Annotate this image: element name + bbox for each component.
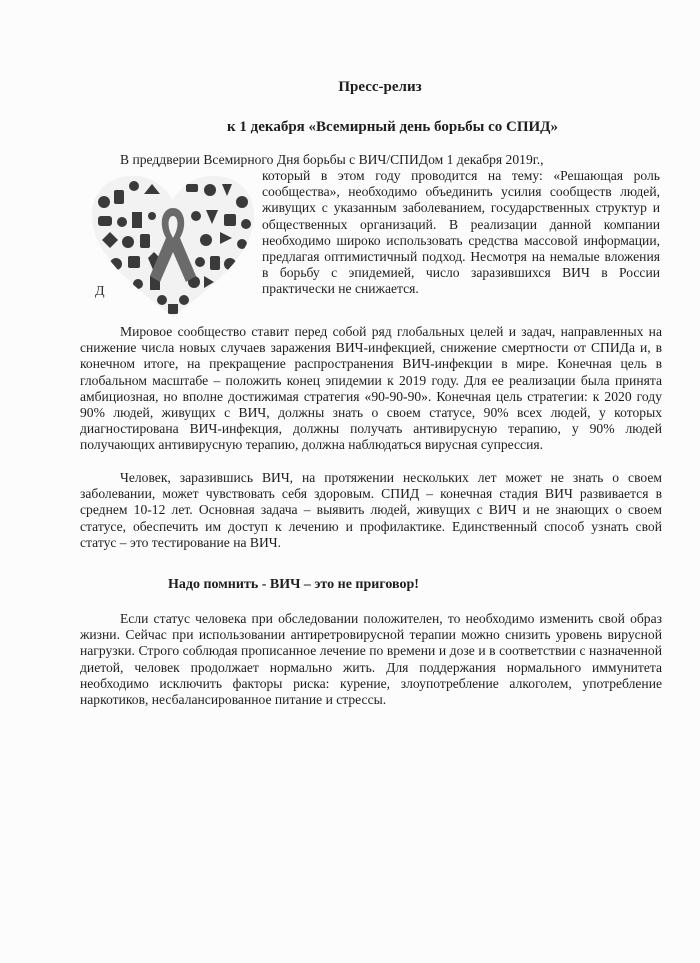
paragraph-lifestyle: Если статус человека при обследовании положителен, то необходимо изменить свой образ жизни. Сейчас при использовании антиретровирусной терапии можно снизить уровень вирусной нагрузки. Строго соблюдая прописанное лечение по времени и дозе и в соответствии с назначенной диетой, человек продолжает нормально жить. Для поддержания нормального иммунитета необходимо исключить факторы риска: курение, злоупотребление алкоголем, употребление наркотиков, несбалансированное питание и стрессы. [80,611,662,708]
heart-of-icons-with-red-ribbon-icon [88,172,258,320]
intro-paragraph: который в этом году проводится на тему: «Решающая роль сообщества», необходимо объединить усилия сообществ людей, живущих с указанным заболеванием, государственных структур и общественных организаций. В реализации данной компании необходимо широко использовать средства массовой информации, предлагая оптимистичный подход. Несмотря на немалые вложения в борьбу с эпидемией, число заразившихся ВИЧ в России практически не снижается. [262,168,660,297]
paragraph-goals: Мировое сообщество ставит перед собой ряд глобальных целей и задач, направленных на снижение числа новых случаев заражения ВИЧ-инфекцией, снижение смертности от СПИДа и, в конечном итоге, на прекращение распространения ВИЧ-инфекции в мире. Конечная цель в глобальном масштабе – положить конец эпидемии к 2019 году. Для ее реализации была принята амбициозная, но вполне достижимая стратегия «90-90-90». Конечная цель стратегии: к 2020 году 90% людей, живущих с ВИЧ, должны знать о своем статусе, 90% всех людей, у которых диагностирована ВИЧ-инфекция, должны получать антивирусную терапию, у 90% людей получающих антивирусную терапию, должна наблюдаться вирусная супрессия. [80,324,662,453]
small-ribbon-icon: Д [95,284,105,299]
intro-first-line: В преддверии Всемирного Дня борьбы с ВИЧ/СПИДом 1 декабря 2019г., [120,152,544,167]
section-heading: Надо помнить - ВИЧ – это не приговор! [168,577,419,592]
paragraph-diagnosis: Человек, заразившись ВИЧ, на протяжении нескольких лет может не знать о своем заболевании, может чувствовать себя здоровым. СПИД – конечная стадия ВИЧ развивается в среднем 10-12 лет. Основная задача – выявить людей, живущих с ВИЧ и не знающих о своем статусе, обеспечить им доступ к лечению и профилактике. Единственный способ узнать свой статус – это тестирование на ВИЧ. [80,470,662,550]
document-title: Пресс-релиз [338,79,422,95]
document-subtitle: к 1 декабря «Всемирный день борьбы со СПИД» [227,119,558,135]
